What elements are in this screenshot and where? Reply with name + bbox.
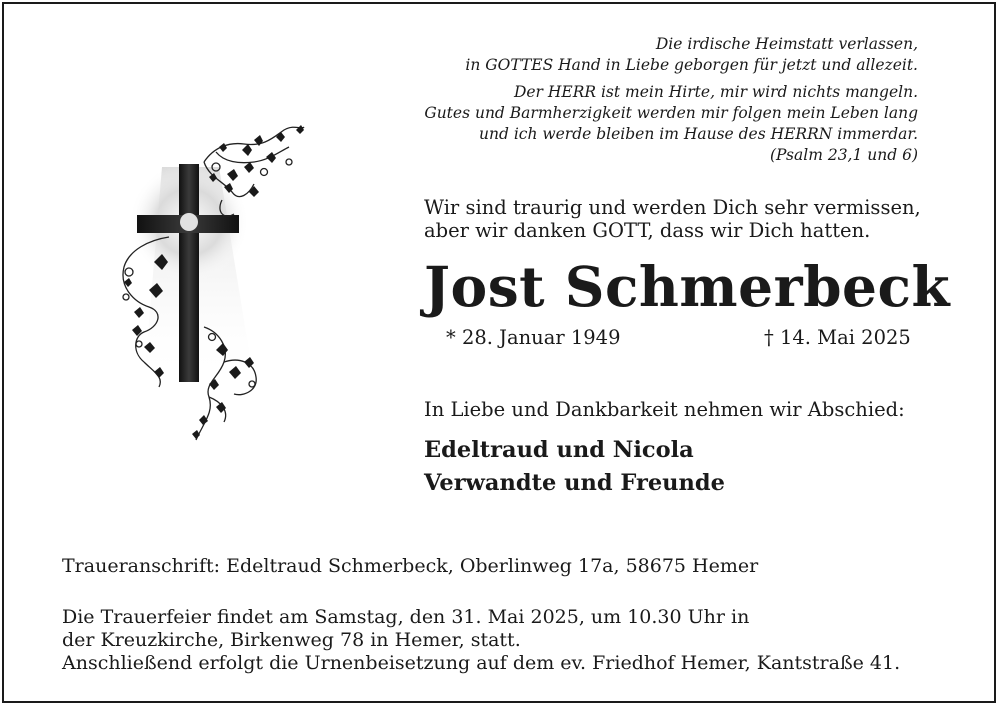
quote-line: und ich werde bleiben im Hause des HERRN immerdar.	[479, 125, 918, 143]
mourner-line: Edeltraud und Nicola	[424, 437, 694, 463]
service-line: Die Trauerfeier findet am Samstag, den 31. Mai 2025, um 10.30 Uhr in	[62, 606, 750, 628]
bible-quote	[358, 34, 918, 166]
psalm-reference: (Psalm 23,1 und 6)	[770, 146, 918, 164]
funeral-service-info	[62, 606, 942, 675]
quote-line: Die irdische Heimstatt verlassen,	[655, 35, 918, 53]
mourners-list	[424, 434, 725, 500]
mourner-line: Verwandte und Freunde	[424, 470, 725, 496]
sentence-line: Wir sind traurig und werden Dich sehr vermissen,	[424, 196, 921, 219]
quote-line: Gutes und Barmherzigkeit werden mir folgen mein Leben lang	[424, 104, 918, 122]
quote-line: Der HERR ist mein Hirte, mir wird nichts mangeln.	[513, 83, 918, 101]
mourning-sentence	[424, 196, 944, 242]
birth-date: * 28. Januar 1949	[446, 326, 621, 349]
farewell-text: In Liebe und Dankbarkeit nehmen wir Abschied:	[424, 398, 905, 421]
deceased-name: Jost Schmerbeck	[424, 254, 951, 319]
cross-with-ivy-icon	[104, 122, 314, 447]
mourning-address: Traueranschrift: Edeltraud Schmerbeck, Oberlinweg 17a, 58675 Hemer	[62, 555, 759, 577]
death-date: † 14. Mai 2025	[764, 326, 911, 349]
service-line: der Kreuzkirche, Birkenweg 78 in Hemer, statt.	[62, 629, 521, 651]
quote-line: in GOTTES Hand in Liebe geborgen für jetzt und allezeit.	[465, 56, 918, 74]
sentence-line: aber wir danken GOTT, dass wir Dich hatten.	[424, 219, 871, 242]
obituary-card	[2, 2, 996, 703]
service-line: Anschließend erfolgt die Urnenbeisetzung auf dem ev. Friedhof Hemer, Kantstraße 41.	[62, 652, 901, 674]
